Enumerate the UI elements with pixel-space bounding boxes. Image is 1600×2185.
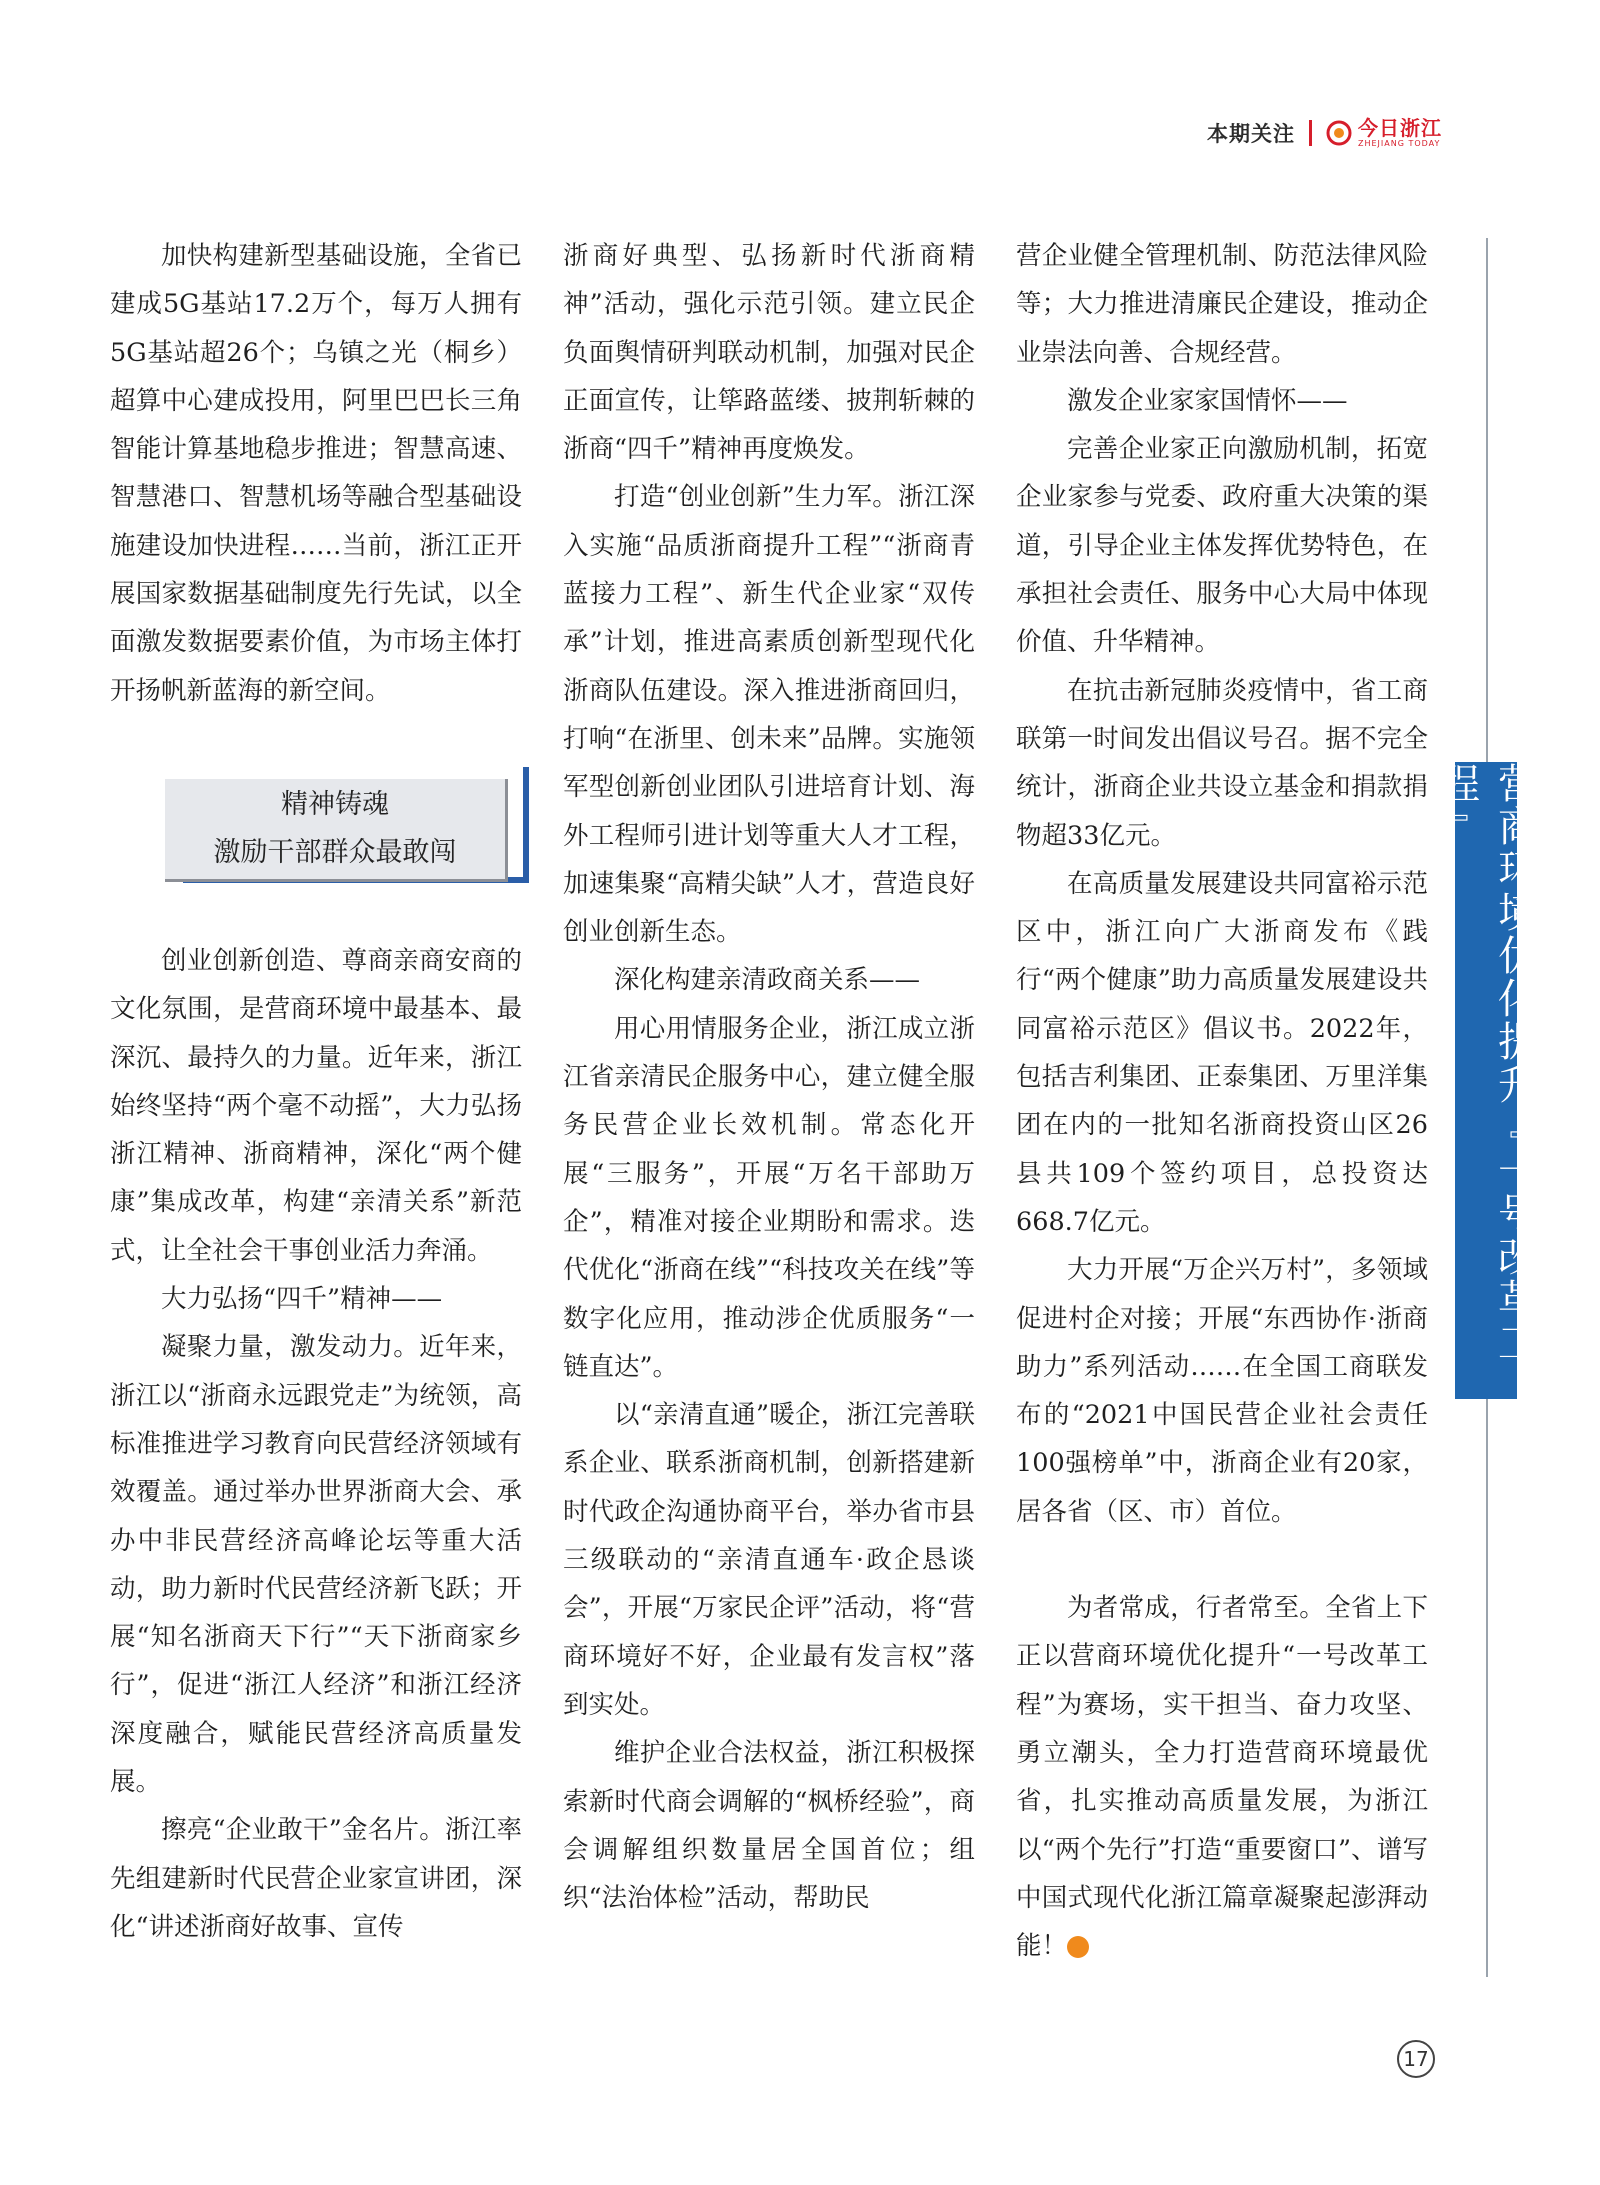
paragraph: 用心用情服务企业，浙江成立浙江省亲清民企服务中心，建立健全服务民营企业长效机制。常态化开展“三服务”，开展“万名干部助万企”，精准对接企业期盼和需求。迭代优化“浙商在线”“科技攻关在线”等数字化应用，推动涉企优质服务“一链直达”。 bbox=[563, 1013, 975, 1382]
column-1 bbox=[110, 232, 522, 1951]
closing-text: 为者常成，行者常至。全省上下正以营商环境优化提升“一号改革工程”为赛场，实干担当、奋力攻坚、勇立潮头，全力打造营商环境最优省，扎实推动高质量发展，为浙江以“两个先行”打造“重要窗口”、谱写中国式现代化浙江篇章凝聚起澎湃动能！ bbox=[1016, 1593, 1428, 1962]
header-divider bbox=[1309, 120, 1312, 146]
paragraph-lead: 激发企业家家国情怀—— bbox=[1067, 385, 1348, 416]
column-3 bbox=[1016, 232, 1428, 1970]
paragraph: 在抗击新冠肺炎疫情中，省工商联第一时间发出倡议号召。据不完全统计，浙商企业共设立基金和捐款捐物超33亿元。 bbox=[1016, 675, 1428, 851]
subheading-line-2: 激励干部群众最敢闯 bbox=[213, 836, 457, 868]
paragraph-lead: 大力弘扬“四千”精神—— bbox=[161, 1284, 443, 1315]
paragraph: 在高质量发展建设共同富裕示范区中，浙江向广大浙商发布《践行“两个健康”助力高质量发展建设共同富裕示范区》倡议书。2022年，包括吉利集团、正泰集团、万里洋集团在内的一批知名浙商投资山区26县共109个签约项目，总投资达668.7亿元。 bbox=[1016, 868, 1428, 1237]
magazine-logo bbox=[1326, 118, 1442, 148]
paragraph: 维护企业合法权益，浙江积极探索新时代商会调解的“枫桥经验”，商会调解组织数量居全国首位；组织“法治体检”活动，帮助民 bbox=[563, 1738, 975, 1914]
page-header bbox=[1207, 118, 1442, 148]
column-2 bbox=[563, 232, 975, 1922]
topic-banner: 营商环境优化提升『一号改革工程』 bbox=[1455, 762, 1517, 1399]
paragraph: 擦亮“企业敢干”金名片。浙江率先组建新时代民营企业家宣讲团，深化“讲述浙商好故事、宣传 bbox=[110, 1815, 522, 1942]
paragraph: 打造“创业创新”生力军。浙江深入实施“品质浙商提升工程”“浙商青蓝接力工程”、新生代企业家“双传承”计划，推进高素质创新型现代化浙商队伍建设。深入推进浙商回归，打响“在浙里、创未来”品牌。实施领军型创新创业团队引进培育计划、海外工程师引进计划等重大人才工程，加速集聚“高精尖缺”人才，营造良好创业创新生态。 bbox=[563, 482, 975, 948]
paragraph: 以“亲清直通”暖企，浙江完善联系企业、联系浙商机制，创新搭建新时代政企沟通协商平台，举办省市县三级联动的“亲清直通车·政企恳谈会”，开展“万家民企评”活动，将“营商环境好不好，企业最有发言权”落到实处。 bbox=[563, 1400, 975, 1720]
paragraph-closing bbox=[1016, 1584, 1428, 1970]
margin-rule-bottom bbox=[1486, 1399, 1488, 1977]
paragraph: 创业创新创造、尊商亲商安商的文化氛围，是营商环境中最基本、最深沉、最持久的力量。近年来，浙江始终坚持“两个毫不动摇”，大力弘扬浙江精神、浙商精神，深化“两个健康”集成改革，构建“亲清关系”新范式，让全社会干事创业活力奔涌。 bbox=[110, 945, 522, 1266]
paragraph: 完善企业家正向激励机制，拓宽企业家参与党委、政府重大决策的渠道，引导企业主体发挥优势特色，在承担社会责任、服务中心大局中体现价值、升华精神。 bbox=[1016, 434, 1428, 658]
page-number: 17 bbox=[1397, 2040, 1435, 2078]
section-label: 本期关注 bbox=[1207, 122, 1295, 146]
paragraph: 加快构建新型基础设施，全省已建成5G基站17.2万个，每万人拥有5G基站超26个；乌镇之光（桐乡）超算中心建成投用，阿里巴巴长三角智能计算基地稳步推进；智慧高速、智慧港口、智慧机场等融合型基础设施建设加快进程……当前，浙江正开展国家数据基础制度先行先试，以全面激发数据要素价值，为市场主体打开扬帆新蓝海的新空间。 bbox=[110, 241, 522, 706]
paragraph-lead: 深化构建亲清政商关系—— bbox=[614, 965, 921, 996]
logo-english: ZHEJIANG TODAY bbox=[1358, 139, 1441, 148]
subheading-line-1: 精神铸魂 bbox=[281, 788, 389, 820]
subheading-box bbox=[165, 767, 525, 891]
paragraph: 大力开展“万企兴万村”，多领域促进村企对接；开展“东西协作·浙商助力”系列活动……在全国工商联发布的“2021中国民营企业社会责任100强榜单”中，浙商企业有20家，居各省（区、市）首位。 bbox=[1016, 1255, 1428, 1527]
paragraph: 浙商好典型、弘扬新时代浙商精神”活动，强化示范引领。建立民企负面舆情研判联动机制，加强对民企正面宣传，让筚路蓝缕、披荆斩棘的浙商“四千”精神再度焕发。 bbox=[563, 241, 975, 465]
end-mark-icon: ● bbox=[1067, 1936, 1089, 1958]
logo-text: 今日浙江 bbox=[1358, 116, 1442, 140]
margin-rule-top bbox=[1486, 238, 1488, 762]
paragraph: 营企业健全管理机制、防范法律风险等；大力推进清廉民企建设，推动企业崇法向善、合规经营。 bbox=[1016, 241, 1428, 368]
zhejiang-today-logo-icon bbox=[1326, 120, 1352, 146]
paragraph: 凝聚力量，激发动力。近年来，浙江以“浙商永远跟党走”为统领，高标准推进学习教育向民营经济领域有效覆盖。通过举办世界浙商大会、承办中非民营经济高峰论坛等重大活动，助力新时代民营经济新飞跃；开展“知名浙商天下行”“天下浙商家乡行”，促进“浙江人经济”和浙江经济深度融合，赋能民营经济高质量发展。 bbox=[110, 1332, 522, 1798]
